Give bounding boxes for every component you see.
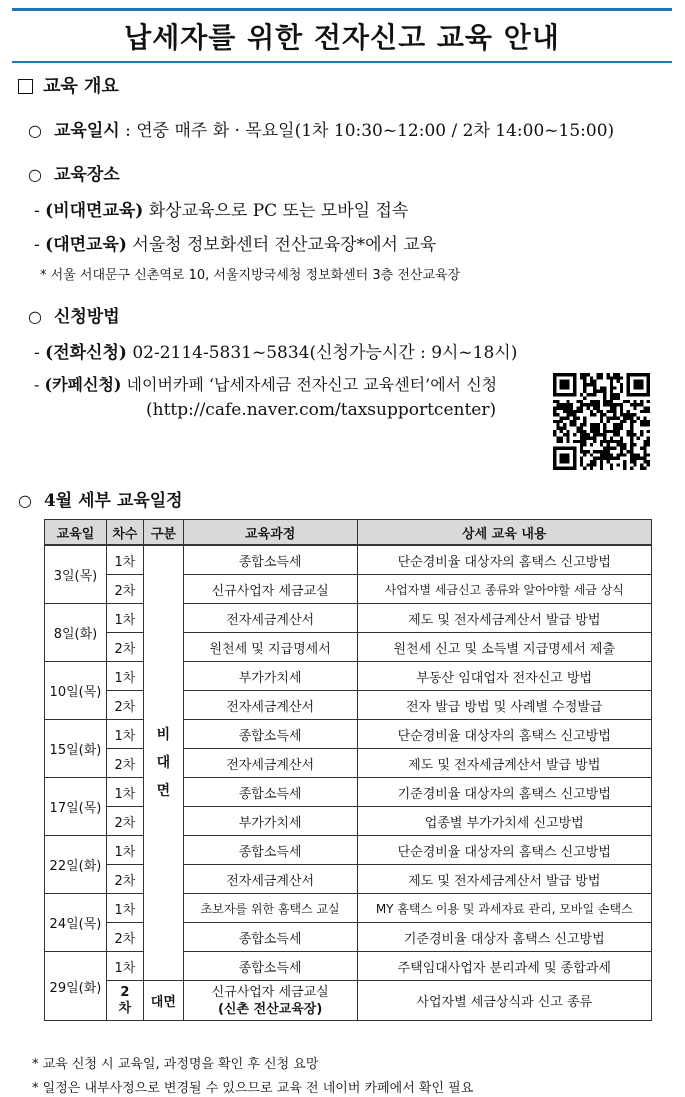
session-cell: 2차 (106, 865, 143, 894)
apply-method-heading (28, 302, 120, 327)
session-cell: 1차 (106, 952, 143, 981)
footer-note: * 교육 신청 시 교육일, 과정명을 확인 후 신청 요망 (32, 1057, 319, 1072)
header-course: 교육과정 (183, 520, 357, 546)
schedule-heading: ○ 4월 세부 교육일정 (18, 491, 183, 511)
education-place-heading (28, 160, 120, 185)
place-note: * 서울 서대문구 신촌역로 10, 서울지방국세청 정보화센터 3층 전산교육장 (40, 268, 461, 283)
phone-apply-line: - (전화신청) 02-2114-5831~5834(신청가능시간 : 9시~18시) (34, 343, 518, 363)
cafe-url[interactable]: (http://cafe.naver.com/taxsupportcenter) (146, 400, 497, 420)
course-cell: 원천세 및 지급명세서 (183, 633, 357, 662)
circle-bullet-icon: ○ (28, 121, 42, 140)
course-cell: 신규사업자 세금교실 (신촌 전산교육장) (183, 981, 357, 1021)
day-cell: 15일(화) (45, 720, 107, 778)
cafe-apply-line: - (카페신청) 네이버카페 ‘납세자세금 전자신고 교육센터’에서 신청 (34, 375, 498, 394)
course-cell: 종합소득세 (183, 778, 357, 807)
online-text: 화상교육으로 PC 또는 모바일 접속 (143, 201, 409, 221)
online-label: (비대면교육) (45, 201, 144, 221)
education-date-line (28, 116, 614, 141)
overview-heading: 교육 개요 (18, 72, 119, 98)
detail-cell: 업종별 부가가치세 신고방법 (357, 807, 652, 836)
detail-cell: 사업자별 세금상식과 신고 종류 (357, 981, 652, 1021)
course-cell: 종합소득세 (183, 545, 357, 575)
session-cell: 1차 (106, 894, 143, 923)
course-cell: 초보자를 위한 홈택스 교실 (183, 894, 357, 923)
course-cell: 부가가치세 (183, 662, 357, 691)
session-cell: 2 차 (106, 981, 143, 1021)
header-method: 구분 (143, 520, 183, 546)
date-value: : 연중 매주 화 · 목요일(1차 10:30~12:00 / 2차 14:00~15:00) (119, 121, 615, 141)
course-cell: 부가가치세 (183, 807, 357, 836)
course-cell: 전자세금계산서 (183, 749, 357, 778)
course-cell: 종합소득세 (183, 952, 357, 981)
day-cell: 29일(화) (45, 952, 107, 1021)
table-row (45, 923, 652, 952)
square-bullet-icon (18, 79, 33, 94)
course-cell: 종합소득세 (183, 720, 357, 749)
apply-label: 신청방법 (53, 307, 120, 327)
day-cell: 8일(화) (45, 604, 107, 662)
offline-label: (대면교육) (45, 235, 127, 255)
table-row (45, 662, 652, 691)
session-cell: 2차 (106, 633, 143, 662)
header-session: 차수 (106, 520, 143, 546)
course-cell: 전자세금계산서 (183, 865, 357, 894)
session-cell: 1차 (106, 604, 143, 633)
session-cell: 2차 (106, 575, 143, 604)
footer-note: * 일정은 내부사정으로 변경될 수 있으므로 교육 전 네이버 카페에서 확인 필요 (32, 1081, 474, 1096)
day-cell: 24일(목) (45, 894, 107, 952)
date-label: 교육일시 (53, 121, 120, 141)
table-row (45, 865, 652, 894)
detail-cell: 단순경비율 대상자의 홈택스 신고방법 (357, 836, 652, 865)
detail-cell: 기준경비율 대상자 홈택스 신고방법 (357, 923, 652, 952)
detail-cell: 제도 및 전자세금계산서 발급 방법 (357, 749, 652, 778)
schedule-table (44, 519, 652, 1021)
header-detail: 상세 교육 내용 (357, 520, 652, 546)
detail-cell: 제도 및 전자세금계산서 발급 방법 (357, 865, 652, 894)
table-row (45, 633, 652, 662)
cafe-text: 네이버카페 ‘납세자세금 전자신고 교육센터’에서 신청 (121, 375, 498, 394)
detail-cell: 부동산 임대업자 전자신고 방법 (357, 662, 652, 691)
page-title: 납세자를 위한 전자신고 교육 안내 (124, 21, 560, 54)
method-online-cell: 비 대 면 (143, 545, 183, 981)
session-cell: 1차 (106, 836, 143, 865)
session-cell: 2차 (106, 923, 143, 952)
detail-cell: 주택임대사업자 분리과세 및 종합과세 (357, 952, 652, 981)
method-offline-cell: 대면 (143, 981, 183, 1021)
table-row (45, 894, 652, 923)
table-row (45, 952, 652, 981)
header-day: 교육일 (45, 520, 107, 546)
table-row (45, 604, 652, 633)
table-row (45, 720, 652, 749)
day-cell: 3일(목) (45, 545, 107, 604)
table-row (45, 836, 652, 865)
title-banner (12, 8, 672, 63)
table-header-row (45, 520, 652, 546)
table-row (45, 807, 652, 836)
detail-cell: 사업자별 세금신고 종류와 알아야할 세금 상식 (357, 575, 652, 604)
table-row (45, 749, 652, 778)
table-row (45, 778, 652, 807)
day-cell: 10일(목) (45, 662, 107, 720)
session-cell: 1차 (106, 720, 143, 749)
detail-cell: 제도 및 전자세금계산서 발급 방법 (357, 604, 652, 633)
table-row (45, 981, 652, 1021)
session-cell: 1차 (106, 545, 143, 575)
detail-cell: 단순경비율 대상자의 홈택스 신고방법 (357, 720, 652, 749)
circle-bullet-icon: ○ (28, 165, 42, 184)
course-cell: 신규사업자 세금교실 (183, 575, 357, 604)
detail-cell: 전자 발급 방법 및 사례별 수정발급 (357, 691, 652, 720)
qr-code-icon[interactable] (553, 373, 650, 470)
table-row (45, 691, 652, 720)
detail-cell: MY 홈택스 이용 및 과세자료 관리, 모바일 손택스 (357, 894, 652, 923)
table-row (45, 575, 652, 604)
course-cell: 종합소득세 (183, 923, 357, 952)
session-cell: 2차 (106, 749, 143, 778)
course-cell: 전자세금계산서 (183, 604, 357, 633)
day-cell: 17일(목) (45, 778, 107, 836)
circle-bullet-icon: ○ (28, 307, 42, 326)
online-education-line: - (비대면교육) 화상교육으로 PC 또는 모바일 접속 (34, 201, 409, 221)
session-cell: 1차 (106, 778, 143, 807)
detail-cell: 기준경비율 대상자의 홈택스 신고방법 (357, 778, 652, 807)
table-row (45, 545, 652, 575)
detail-cell: 원천세 신고 및 소득별 지급명세서 제출 (357, 633, 652, 662)
detail-cell: 단순경비율 대상자의 홈택스 신고방법 (357, 545, 652, 575)
session-cell: 2차 (106, 807, 143, 836)
cafe-label: (카페신청) (44, 375, 122, 394)
phone-label: (전화신청) (45, 343, 127, 363)
session-cell: 1차 (106, 662, 143, 691)
offline-education-line: - (대면교육) 서울청 정보화센터 전산교육장*에서 교육 (34, 235, 437, 255)
course-cell: 종합소득세 (183, 836, 357, 865)
phone-text: 02-2114-5831~5834(신청가능시간 : 9시~18시) (126, 343, 518, 363)
day-cell: 22일(화) (45, 836, 107, 894)
place-label: 교육장소 (53, 165, 120, 185)
offline-text: 서울청 정보화센터 전산교육장*에서 교육 (126, 235, 437, 255)
course-cell: 전자세금계산서 (183, 691, 357, 720)
circle-bullet-icon: ○ (18, 491, 32, 510)
session-cell: 2차 (106, 691, 143, 720)
